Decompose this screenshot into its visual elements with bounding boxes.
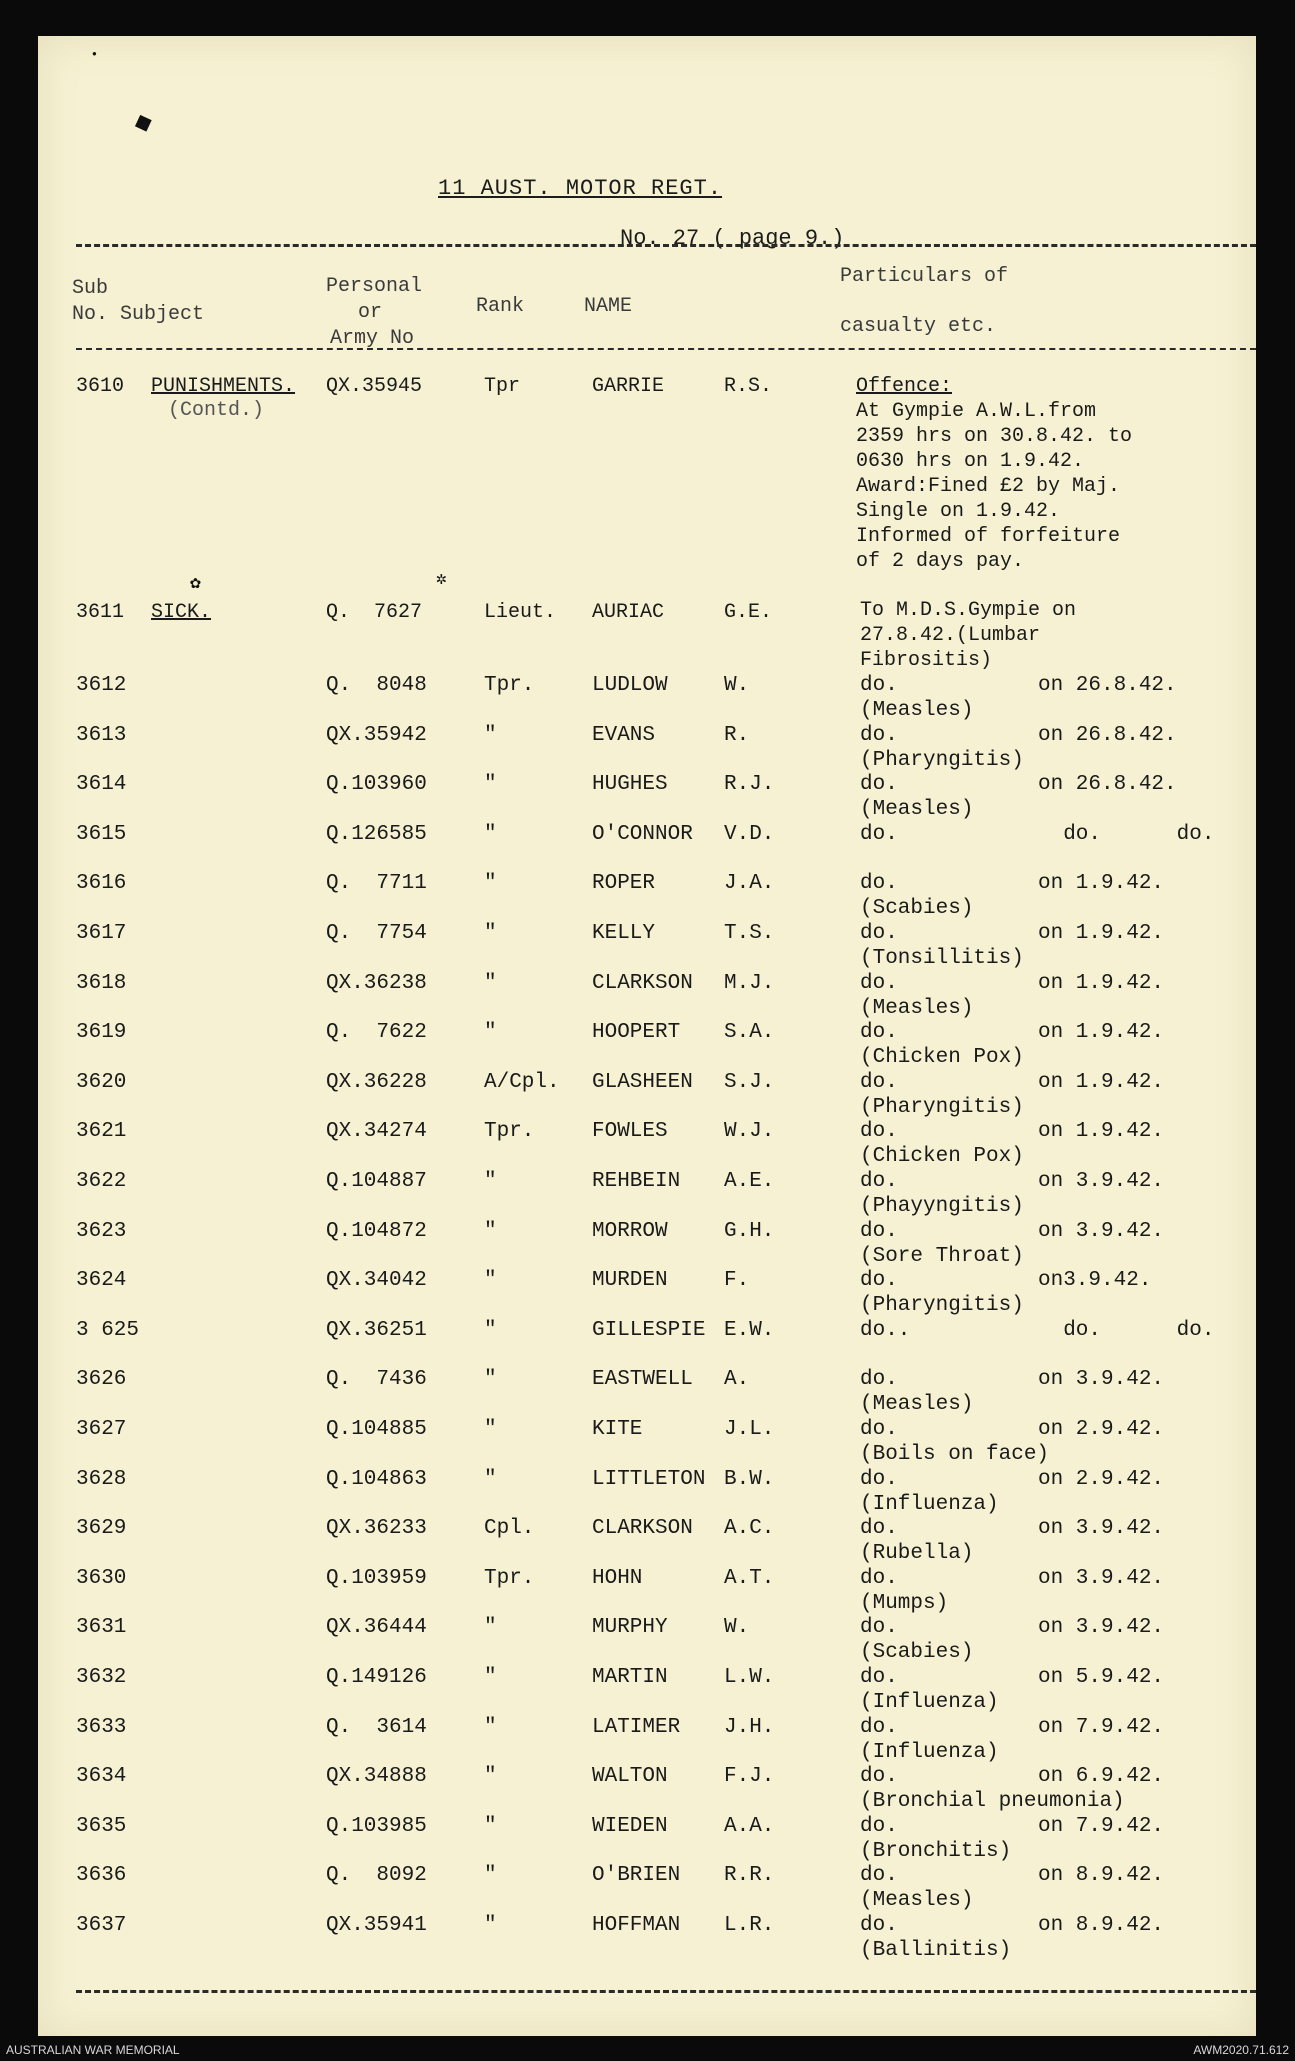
initials: R.J. — [724, 773, 775, 796]
particulars: do. — [860, 1170, 898, 1193]
date: on 1.9.42. — [1038, 972, 1165, 995]
offence-line: Single on 1.9.42. — [856, 500, 1061, 523]
ink-blot-icon: ✿ — [190, 574, 201, 594]
particulars: do. — [860, 674, 898, 697]
table-row — [38, 1913, 1256, 1962]
cause: (Pharyngitis) — [860, 1294, 1024, 1317]
table-row — [38, 1516, 1256, 1565]
surname: EVANS — [592, 724, 656, 747]
offence-line: Informed of forfeiture — [856, 525, 1121, 548]
table-row — [38, 1566, 1256, 1615]
table-row — [38, 1467, 1256, 1516]
cause: (Sore Throat) — [860, 1245, 1024, 1268]
surname: O'BRIEN — [592, 1864, 681, 1887]
table-row — [38, 1417, 1256, 1466]
initials: B.W. — [724, 1468, 775, 1491]
date: on 5.9.42. — [1038, 1666, 1165, 1689]
cause: (Measles) — [860, 1393, 974, 1416]
entry-no: 3620 — [76, 1071, 127, 1094]
army-number: QX.36444 — [326, 1616, 427, 1639]
punishment-initials: R.S. — [724, 375, 773, 398]
date: on 1.9.42. — [1038, 1071, 1165, 1094]
date: on3.9.42. — [1038, 1269, 1152, 1292]
table-row — [38, 772, 1256, 821]
footer-left: AUSTRALIAN WAR MEMORIAL — [6, 2043, 180, 2057]
initials: A.C. — [724, 1517, 775, 1540]
document-page — [38, 36, 1256, 2036]
table-row — [38, 1715, 1256, 1764]
particulars: do. — [860, 922, 898, 945]
rank: " — [484, 823, 497, 846]
rank: " — [484, 1914, 497, 1937]
initials: T.S. — [724, 922, 775, 945]
date: on 3.9.42. — [1038, 1220, 1165, 1243]
initials: F. — [724, 1269, 750, 1292]
entry-no: 3636 — [76, 1864, 127, 1887]
particulars: do. — [860, 1765, 898, 1788]
army-number: Q.103985 — [326, 1815, 427, 1838]
initials: W.J. — [724, 1120, 775, 1143]
rank: Tpr. — [484, 1567, 535, 1590]
offence-line: 2359 hrs on 30.8.42. to — [856, 425, 1133, 448]
sick-detail-line: To M.D.S.Gympie on — [860, 599, 1077, 622]
entry-no: 3 625 — [76, 1319, 140, 1342]
sick-no: 3611 — [76, 601, 125, 624]
initials: J.H. — [724, 1716, 775, 1739]
rank: " — [484, 1269, 497, 1292]
particulars: do. — [860, 823, 898, 846]
surname: MORROW — [592, 1220, 668, 1243]
cause: (Scabies) — [860, 897, 974, 920]
date: on 8.9.42. — [1038, 1914, 1165, 1937]
date: on 7.9.42. — [1038, 1716, 1165, 1739]
table-row — [38, 723, 1256, 772]
date: on 8.9.42. — [1038, 1864, 1165, 1887]
header-divider-bottom — [76, 348, 1256, 350]
initials: A. — [724, 1368, 750, 1391]
army-number: Q.104863 — [326, 1468, 427, 1491]
initials: A.E. — [724, 1170, 775, 1193]
sick-details — [860, 598, 1076, 673]
punishment-army-no: QX.35945 — [326, 375, 423, 398]
surname: MURDEN — [592, 1269, 668, 1292]
surname: CLARKSON — [592, 972, 693, 995]
date: do. do. — [1038, 1319, 1215, 1342]
table-row — [38, 822, 1256, 862]
table-row — [38, 673, 1256, 722]
cause: (Influenza) — [860, 1691, 999, 1714]
army-number: QX.34274 — [326, 1120, 427, 1143]
army-number: QX.34888 — [326, 1765, 427, 1788]
surname: HOHN — [592, 1567, 643, 1590]
particulars: do. — [860, 1021, 898, 1044]
surname: MARTIN — [592, 1666, 668, 1689]
surname: HUGHES — [592, 773, 668, 796]
punishment-name: GARRIE — [592, 375, 665, 398]
army-number: Q. 3614 — [326, 1716, 427, 1739]
army-number: QX.34042 — [326, 1269, 427, 1292]
offence-line: of 2 days pay. — [856, 550, 1025, 573]
army-number: Q.103960 — [326, 773, 427, 796]
initials: L.W. — [724, 1666, 775, 1689]
rank: Tpr. — [484, 1120, 535, 1143]
entry-no: 3621 — [76, 1120, 127, 1143]
table-row — [38, 921, 1256, 970]
rank: Cpl. — [484, 1517, 535, 1540]
surname: GILLESPIE — [592, 1319, 706, 1342]
sick-detail-line: 27.8.42.(Lumbar — [860, 624, 1041, 647]
surname: HOOPERT — [592, 1021, 681, 1044]
surname: O'CONNOR — [592, 823, 693, 846]
cause: (Chicken Pox) — [860, 1145, 1024, 1168]
document-subtitle: No. 27 ( page 9.) — [620, 226, 845, 251]
particulars: do. — [860, 1567, 898, 1590]
entry-no: 3627 — [76, 1418, 127, 1441]
particulars: do. — [860, 1616, 898, 1639]
date: on 7.9.42. — [1038, 1815, 1165, 1838]
col-header-no-subject: No. Subject — [72, 303, 205, 326]
initials: V.D. — [724, 823, 775, 846]
table-row — [38, 1863, 1256, 1912]
entry-no: 3613 — [76, 724, 127, 747]
surname: REHBEIN — [592, 1170, 681, 1193]
cause: (Measles) — [860, 699, 974, 722]
particulars: do. — [860, 1120, 898, 1143]
particulars: do. — [860, 1666, 898, 1689]
ink-dot-icon: ● — [92, 50, 97, 59]
punishment-contd: (Contd.) — [168, 399, 265, 422]
cause: (Pharyngitis) — [860, 1096, 1024, 1119]
col-header-personal: Personal — [326, 275, 423, 298]
table-row — [38, 1119, 1256, 1168]
entry-no: 3629 — [76, 1517, 127, 1540]
army-number: QX.35941 — [326, 1914, 427, 1937]
table-row — [38, 1070, 1256, 1119]
date: on 2.9.42. — [1038, 1418, 1165, 1441]
cause: (Scabies) — [860, 1641, 974, 1664]
army-number: Q.104872 — [326, 1220, 427, 1243]
army-number: Q.126585 — [326, 823, 427, 846]
initials: W. — [724, 674, 750, 697]
offence-label: Offence: — [856, 375, 953, 398]
table-row — [38, 1814, 1256, 1863]
table-row — [38, 1020, 1256, 1069]
surname: CLARKSON — [592, 1517, 693, 1540]
date: on 3.9.42. — [1038, 1616, 1165, 1639]
table-row — [38, 1764, 1256, 1813]
particulars: do. — [860, 1468, 898, 1491]
rank: " — [484, 1815, 497, 1838]
rank: " — [484, 1616, 497, 1639]
surname: LITTLETON — [592, 1468, 706, 1491]
surname: KITE — [592, 1418, 643, 1441]
particulars: do.. — [860, 1319, 911, 1342]
surname: LUDLOW — [592, 674, 668, 697]
particulars: do. — [860, 1864, 898, 1887]
rank: A/Cpl. — [484, 1071, 560, 1094]
entry-no: 3614 — [76, 773, 127, 796]
army-number: QX.36233 — [326, 1517, 427, 1540]
army-number: QX.35942 — [326, 724, 427, 747]
initials: L.R. — [724, 1914, 775, 1937]
rank: " — [484, 1220, 497, 1243]
surname: LATIMER — [592, 1716, 681, 1739]
entry-no: 3623 — [76, 1220, 127, 1243]
surname: EASTWELL — [592, 1368, 693, 1391]
initials: F.J. — [724, 1765, 775, 1788]
army-number: Q. 7436 — [326, 1368, 427, 1391]
entry-no: 3617 — [76, 922, 127, 945]
sick-rank: Lieut. — [484, 601, 557, 624]
entry-no: 3630 — [76, 1567, 127, 1590]
rank: " — [484, 1368, 497, 1391]
surname: GLASHEEN — [592, 1071, 693, 1094]
cause: (Measles) — [860, 1889, 974, 1912]
col-header-particulars: Particulars of — [840, 265, 1009, 288]
rank: " — [484, 922, 497, 945]
header-divider-top — [76, 244, 1256, 247]
date: on 3.9.42. — [1038, 1368, 1165, 1391]
rank: " — [484, 872, 497, 895]
punishment-subject: PUNISHMENTS. — [151, 375, 296, 398]
army-number: Q.104885 — [326, 1418, 427, 1441]
particulars: do. — [860, 872, 898, 895]
date: on 6.9.42. — [1038, 1765, 1165, 1788]
cause: (Ballinitis) — [860, 1939, 1012, 1962]
surname: FOWLES — [592, 1120, 668, 1143]
entry-no: 3628 — [76, 1468, 127, 1491]
date: on 3.9.42. — [1038, 1517, 1165, 1540]
entry-no: 3634 — [76, 1765, 127, 1788]
col-header-casualty: casualty etc. — [840, 315, 997, 338]
cause: (Influenza) — [860, 1493, 999, 1516]
date: on 1.9.42. — [1038, 922, 1165, 945]
offence-line: 0630 hrs on 1.9.42. — [856, 450, 1085, 473]
rank: " — [484, 1319, 497, 1342]
entry-no: 3618 — [76, 972, 127, 995]
cause: (Measles) — [860, 997, 974, 1020]
army-number: Q.104887 — [326, 1170, 427, 1193]
cause: (Pharyngitis) — [860, 749, 1024, 772]
rank: " — [484, 1021, 497, 1044]
ink-mark-icon: ◆ — [129, 104, 158, 143]
initials: R.R. — [724, 1864, 775, 1887]
date: on 26.8.42. — [1038, 773, 1177, 796]
initials: S.J. — [724, 1071, 775, 1094]
sick-name: AURIAC — [592, 601, 665, 624]
army-number: QX.36238 — [326, 972, 427, 995]
entry-no: 3616 — [76, 872, 127, 895]
entry-no: 3626 — [76, 1368, 127, 1391]
particulars: do. — [860, 1517, 898, 1540]
initials: J.L. — [724, 1418, 775, 1441]
initials: A.A. — [724, 1815, 775, 1838]
rank: " — [484, 972, 497, 995]
footer-divider — [76, 1990, 1256, 1993]
army-number: QX.36228 — [326, 1071, 427, 1094]
particulars: do. — [860, 1716, 898, 1739]
table-row — [38, 971, 1256, 1020]
army-number: QX.36251 — [326, 1319, 427, 1342]
table-row — [38, 1318, 1256, 1358]
offence-line: Award:Fined £2 by Maj. — [856, 475, 1121, 498]
date: on 1.9.42. — [1038, 1120, 1165, 1143]
rank: " — [484, 1716, 497, 1739]
rank: " — [484, 1170, 497, 1193]
col-header-rank: Rank — [476, 295, 525, 318]
col-header-or: or — [358, 301, 383, 324]
surname: WIEDEN — [592, 1815, 668, 1838]
col-header-sub: Sub — [72, 277, 109, 300]
table-row — [38, 1367, 1256, 1416]
table-row — [38, 1615, 1256, 1664]
cause: (Boils on face) — [860, 1443, 1050, 1466]
surname: HOFFMAN — [592, 1914, 681, 1937]
sick-army-no: Q. 7627 — [326, 601, 423, 624]
col-header-name: NAME — [584, 295, 633, 318]
surname: KELLY — [592, 922, 656, 945]
date: on 2.9.42. — [1038, 1468, 1165, 1491]
date: do. do. — [1038, 823, 1215, 846]
cause: (Measles) — [860, 798, 974, 821]
entry-no: 3632 — [76, 1666, 127, 1689]
footer-right: AWM2020.71.612 — [1193, 2043, 1289, 2057]
entry-no: 3635 — [76, 1815, 127, 1838]
army-number: Q. 7711 — [326, 872, 427, 895]
date: on 1.9.42. — [1038, 872, 1165, 895]
sick-initials: G.E. — [724, 601, 773, 624]
punishment-no: 3610 — [76, 375, 125, 398]
sick-subject: SICK. — [151, 601, 212, 624]
document-title: 11 AUST. MOTOR REGT. — [438, 176, 723, 201]
initials: E.W. — [724, 1319, 775, 1342]
date: on 3.9.42. — [1038, 1567, 1165, 1590]
particulars: do. — [860, 1914, 898, 1937]
particulars: do. — [860, 773, 898, 796]
date: on 26.8.42. — [1038, 724, 1177, 747]
table-row — [38, 871, 1256, 920]
col-header-army-no: Army No — [330, 327, 415, 350]
cause: (Chicken Pox) — [860, 1046, 1024, 1069]
entry-no: 3637 — [76, 1914, 127, 1937]
entry-no: 3624 — [76, 1269, 127, 1292]
cause: (Bronchial pneumonia) — [860, 1790, 1125, 1813]
army-number: Q. 8092 — [326, 1864, 427, 1887]
particulars: do. — [860, 1071, 898, 1094]
offence-line: At Gympie A.W.L.from — [856, 400, 1097, 423]
army-number: Q. 7622 — [326, 1021, 427, 1044]
cause: (Rubella) — [860, 1542, 974, 1565]
cause: (Tonsillitis) — [860, 947, 1024, 970]
army-number: Q. 8048 — [326, 674, 427, 697]
surname: WALTON — [592, 1765, 668, 1788]
rank: " — [484, 724, 497, 747]
army-number: Q.149126 — [326, 1666, 427, 1689]
rank: " — [484, 773, 497, 796]
entry-no: 3615 — [76, 823, 127, 846]
entry-no: 3622 — [76, 1170, 127, 1193]
table-row — [38, 1169, 1256, 1218]
cause: (Bronchitis) — [860, 1840, 1012, 1863]
initials: S.A. — [724, 1021, 775, 1044]
particulars: do. — [860, 1220, 898, 1243]
initials: W. — [724, 1616, 750, 1639]
table-row — [38, 1665, 1256, 1714]
particulars: do. — [860, 1368, 898, 1391]
ink-blot-icon: ✲ — [436, 570, 447, 590]
cause: (Influenza) — [860, 1741, 999, 1764]
rank: " — [484, 1418, 497, 1441]
initials: R. — [724, 724, 750, 747]
rank: " — [484, 1468, 497, 1491]
entry-no: 3633 — [76, 1716, 127, 1739]
offence-details — [856, 399, 1132, 574]
particulars: do. — [860, 1418, 898, 1441]
cause: (Mumps) — [860, 1592, 949, 1615]
army-number: Q.103959 — [326, 1567, 427, 1590]
surname: ROPER — [592, 872, 656, 895]
particulars: do. — [860, 1815, 898, 1838]
entry-no: 3612 — [76, 674, 127, 697]
date: on 1.9.42. — [1038, 1021, 1165, 1044]
rank: " — [484, 1765, 497, 1788]
cause: (Phayyngitis) — [860, 1195, 1024, 1218]
particulars: do. — [860, 1269, 898, 1292]
initials: A.T. — [724, 1567, 775, 1590]
table-row — [38, 1268, 1256, 1317]
date: on 26.8.42. — [1038, 674, 1177, 697]
initials: M.J. — [724, 972, 775, 995]
particulars: do. — [860, 724, 898, 747]
surname: MURPHY — [592, 1616, 668, 1639]
initials: G.H. — [724, 1220, 775, 1243]
army-number: Q. 7754 — [326, 922, 427, 945]
entry-no: 3631 — [76, 1616, 127, 1639]
rank: " — [484, 1666, 497, 1689]
table-row — [38, 1219, 1256, 1268]
punishment-rank: Tpr — [484, 375, 521, 398]
initials: J.A. — [724, 872, 775, 895]
rank: " — [484, 1864, 497, 1887]
rank: Tpr. — [484, 674, 535, 697]
entry-no: 3619 — [76, 1021, 127, 1044]
sick-detail-line: Fibrositis) — [860, 649, 993, 672]
particulars: do. — [860, 972, 898, 995]
date: on 3.9.42. — [1038, 1170, 1165, 1193]
